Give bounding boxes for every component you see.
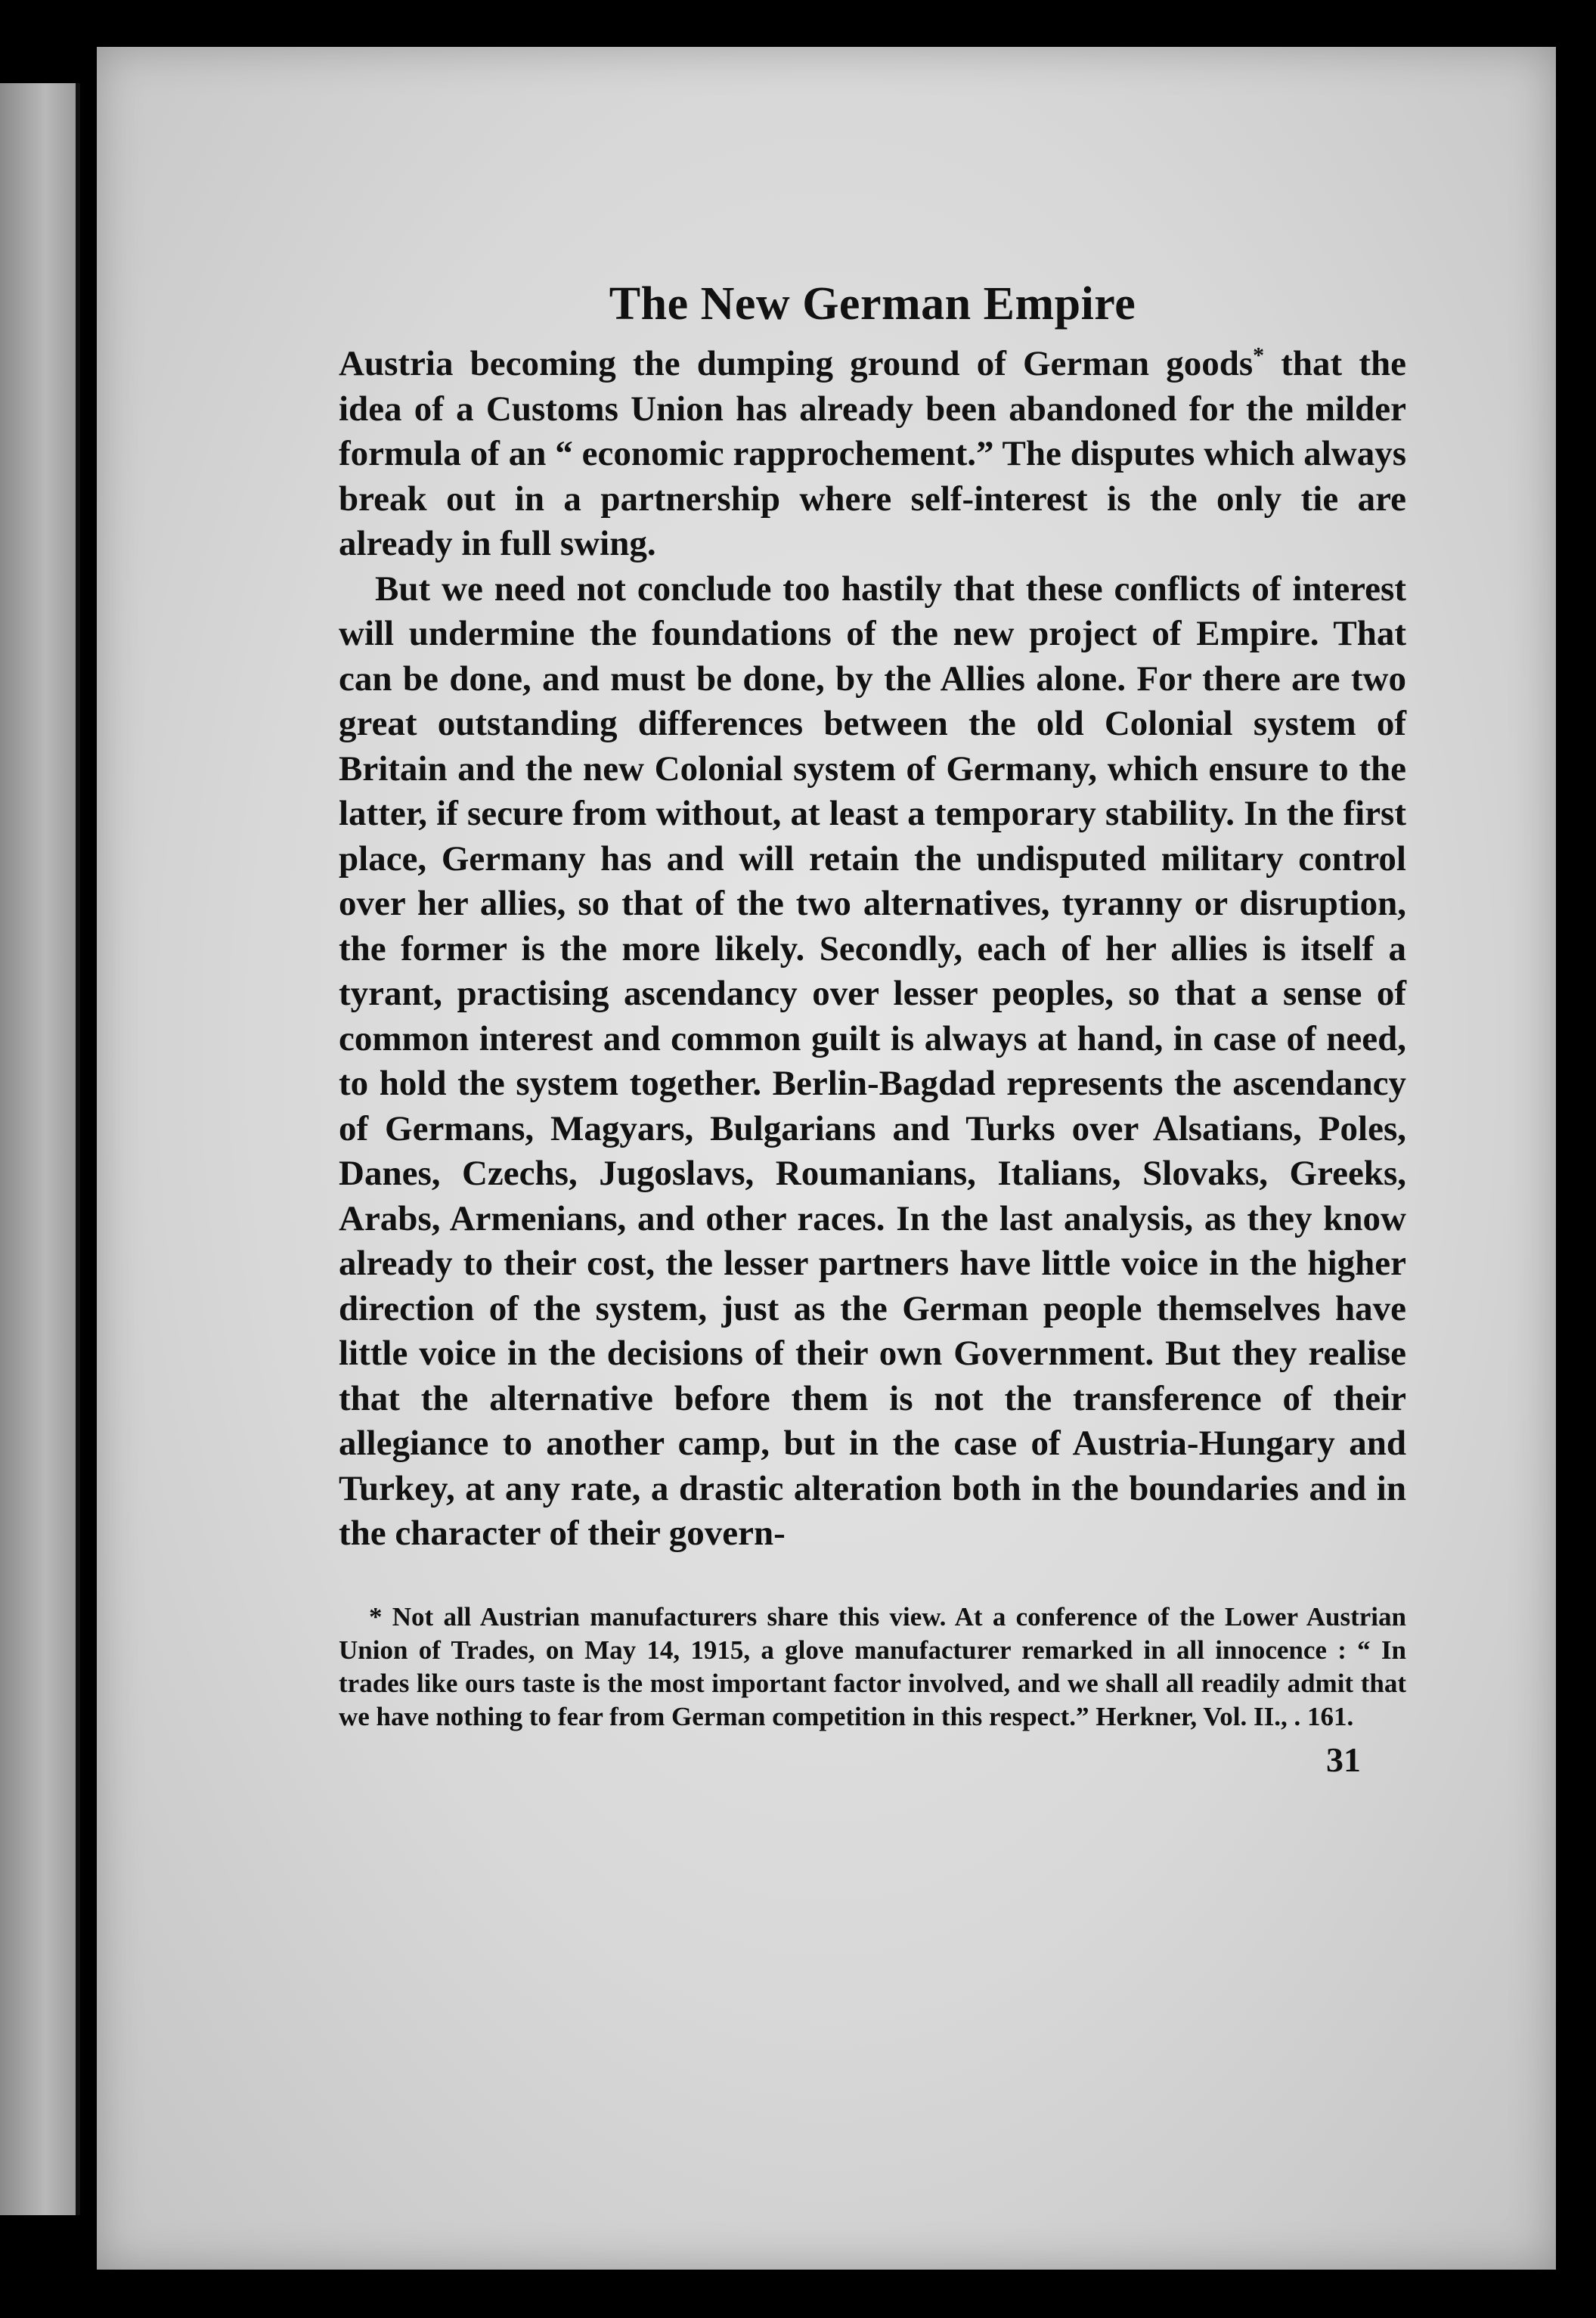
running-head: The New German Empire xyxy=(609,278,1136,330)
paragraph-continuation xyxy=(339,342,1406,567)
footnote-marker: * xyxy=(1253,342,1265,368)
page-number: 31 xyxy=(1326,1740,1361,1779)
page-content xyxy=(339,274,1406,1780)
body-text xyxy=(339,342,1406,1557)
paragraph-continuation-text: Austria becoming the dumping ground of German goods xyxy=(339,344,1254,383)
book-page xyxy=(97,47,1556,2270)
footnote: * Not all Austrian manufacturers share this view. At a conference of the Lower Austrian Union of Trades, on May 14, 1915, a glove manufacturer remarked in all innocence : “ In trades like ours taste is the most important factor involved, and we shall all readily admit that we have nothing to fear from German competition in this respect.” Herkner, Vol. II., . 161. xyxy=(339,1601,1406,1731)
paragraph-continuation-rest: that the idea of a Customs Union has already been abandoned for the milder formula of an “ economic rapprochement.” The disputes which always break out in a partnership where self-interest is the only tie are already in full swing. xyxy=(339,344,1406,563)
facing-page-edge xyxy=(0,83,80,2215)
paragraph-main: But we need not conclude too hastily that these conflicts of interest will undermine the foundations of the new project of Empire. That can be done, and must be done, by the Allies alone. For there are two great outstanding differences between the old Colonial system of Britain and the new Colonial system of Germany, which ensure to the latter, if secure from without, at least a temporary stability. In the first place, Germany has and will retain the undisputed military control over her allies, so that of the two alternatives, tyranny or disruption, the former is the more likely. Secondly, each of her allies is itself a tyrant, practising ascendancy over lesser peoples, so that a sense of common interest and common guilt is always at hand, in case of need, to hold the system together. Berlin-Bagdad represents the ascendancy of Germans, Magyars, Bulgarians and Turks over Alsatians, Poles, Danes, Czechs, Jugoslavs, Roumanians, Italians, Slovaks, Greeks, Arabs, Armenians, and other races. In the last analysis, as they know already to their cost, the lesser partners have little voice in the higher direction of the system, just as the German people themselves have little voice in the decisions of their own Government. But they realise that the alternative before them is not the transference of their allegiance to another camp, but in the case of Austria-Hungary and Turkey, at any rate, a drastic alteration both in the boundaries and in the character of their govern- xyxy=(339,569,1406,1553)
